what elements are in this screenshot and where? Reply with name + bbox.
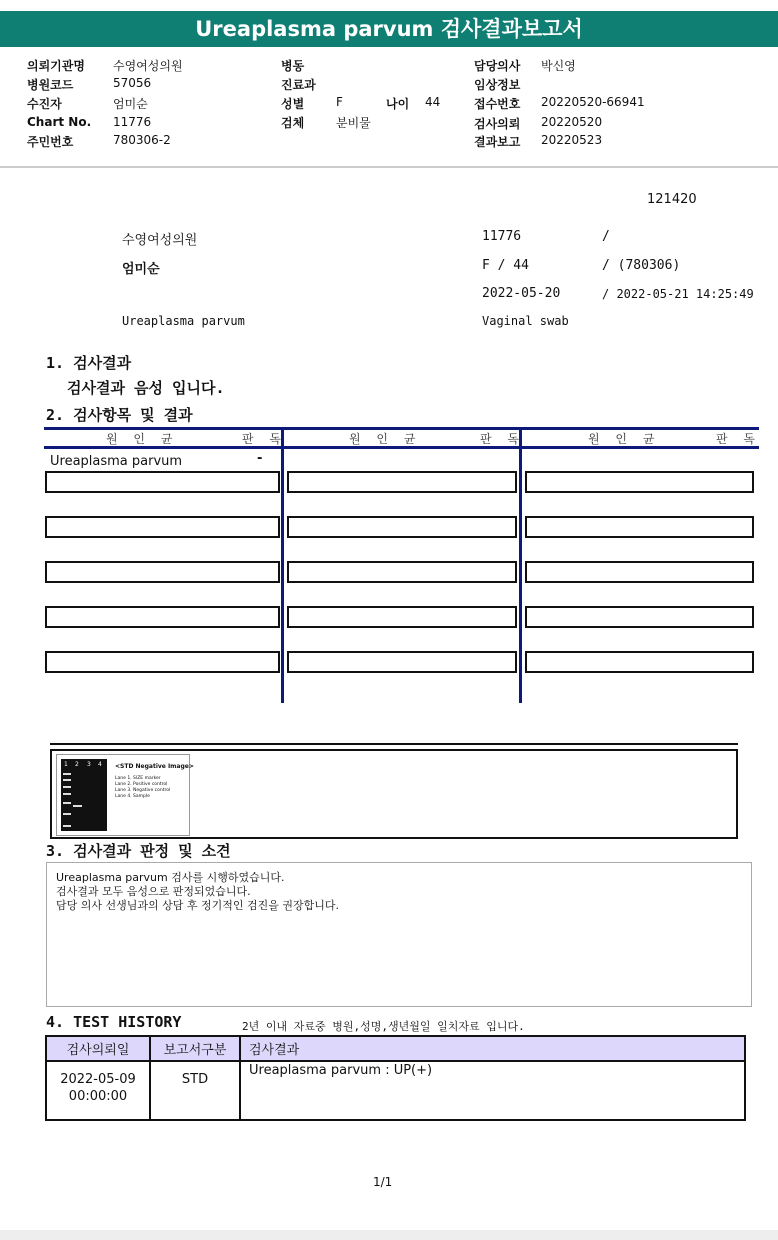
opinion-box bbox=[46, 862, 752, 1007]
label-department: 진료과 bbox=[281, 78, 316, 92]
history-note: 2년 이내 자료중 병원,성명,생년월일 일치자료 입니다. bbox=[242, 1020, 525, 1033]
result-box bbox=[525, 471, 754, 493]
page-number: 1/1 bbox=[373, 1175, 393, 1189]
marker-band bbox=[63, 793, 71, 795]
section4-heading: 4. TEST HISTORY bbox=[46, 1013, 182, 1031]
history-cell-result: Ureaplasma parvum : UP(+) bbox=[240, 1061, 745, 1120]
summary-patient: 엄미순 bbox=[122, 262, 160, 277]
summary-received: 2022-05-20 bbox=[482, 286, 561, 301]
summary-reported: / 2022-05-21 14:25:49 bbox=[602, 287, 754, 301]
value-receipt-no: 20220520-66941 bbox=[541, 95, 645, 109]
section1-heading: 1. 검사결과 bbox=[46, 354, 132, 372]
col-judgement-2: 판 독 bbox=[480, 432, 525, 446]
summary-chart-no: 11776 bbox=[482, 229, 522, 244]
col-organism-3: 원 인 균 bbox=[588, 432, 661, 446]
gel-legend-line: Lane 2. Positive control bbox=[115, 782, 168, 787]
label-clinical-info: 임상정보 bbox=[474, 78, 521, 92]
col-organism-1: 원 인 균 bbox=[106, 432, 179, 446]
gel-legend-line: Lane 1. SIZE marker bbox=[115, 776, 161, 781]
gel-lanes-image bbox=[61, 759, 107, 831]
result-box bbox=[287, 561, 517, 583]
gel-legend-line: Lane 3. Negative control bbox=[115, 788, 171, 793]
marker-band bbox=[63, 825, 71, 827]
history-header-row bbox=[46, 1036, 745, 1061]
result-judgement-value: - bbox=[257, 451, 263, 466]
label-ward: 병동 bbox=[281, 59, 305, 73]
result-box bbox=[287, 606, 517, 628]
history-cell-type: STD bbox=[150, 1061, 240, 1120]
label-specimen: 검체 bbox=[281, 116, 305, 130]
gel-lane-number: 1 bbox=[64, 761, 68, 768]
gel-lane-number: 3 bbox=[87, 761, 91, 768]
label-report-date: 결과보고 bbox=[474, 135, 521, 149]
summary-test: Ureaplasma parvum bbox=[122, 314, 245, 328]
gel-title: <STD Negative Image> bbox=[115, 763, 194, 770]
summary-slash: / bbox=[602, 229, 610, 244]
gel-lane-number: 2 bbox=[75, 761, 79, 768]
label-request-date: 검사의뢰 bbox=[474, 117, 521, 131]
result-box bbox=[525, 651, 754, 673]
result-box bbox=[287, 471, 517, 493]
history-time: 00:00:00 bbox=[68, 1089, 128, 1104]
section3-heading: 3. 검사결과 판정 및 소견 bbox=[46, 842, 231, 860]
label-chart-no: Chart No. bbox=[27, 115, 92, 129]
gel-electrophoresis-image bbox=[56, 754, 194, 836]
value-resident-no: 780306-2 bbox=[113, 133, 171, 147]
gel-legend-line: Lane 4. Sample bbox=[115, 794, 150, 799]
summary-specimen: Vaginal swab bbox=[482, 314, 569, 328]
history-col-date: 검사의뢰일 bbox=[46, 1036, 150, 1061]
value-sex: F bbox=[336, 95, 343, 109]
results-grid-divider-2 bbox=[519, 427, 522, 703]
opinion-line: 담당 의사 선생님과의 상담 후 정기적인 검진을 권장합니다. bbox=[56, 899, 339, 912]
marker-band bbox=[63, 786, 71, 788]
result-box bbox=[45, 651, 280, 673]
table-row bbox=[46, 1061, 745, 1120]
result-box bbox=[45, 606, 280, 628]
value-request-date: 20220520 bbox=[541, 115, 603, 129]
result-organism-name: Ureaplasma parvum bbox=[50, 454, 183, 469]
result-box bbox=[45, 561, 280, 583]
label-resident-no: 주민번호 bbox=[27, 135, 74, 149]
value-hospital-code: 57056 bbox=[113, 76, 152, 90]
value-report-date: 20220523 bbox=[541, 133, 603, 147]
value-age: 44 bbox=[425, 95, 441, 109]
image-top-rule bbox=[50, 743, 738, 745]
label-institution: 의뢰기관명 bbox=[27, 59, 85, 73]
history-table bbox=[45, 1035, 746, 1121]
summary-birth: / (780306) bbox=[602, 258, 681, 273]
page-bottom-band bbox=[0, 1230, 778, 1240]
summary-sex-age: F / 44 bbox=[482, 258, 529, 273]
label-receipt-no: 접수번호 bbox=[474, 97, 521, 111]
value-institution: 수영여성의원 bbox=[113, 59, 183, 73]
marker-band bbox=[63, 813, 71, 815]
label-doctor: 담당의사 bbox=[474, 59, 521, 73]
label-sex: 성별 bbox=[281, 97, 305, 111]
report-header bbox=[0, 52, 778, 158]
marker-band bbox=[63, 802, 71, 804]
result-box bbox=[525, 606, 754, 628]
opinion-line: 검사결과 모두 음성으로 판정되었습니다. bbox=[56, 885, 251, 898]
history-col-type: 보고서구분 bbox=[150, 1036, 240, 1061]
history-date: 2022-05-09 bbox=[60, 1072, 136, 1087]
report-title: Ureaplasma parvum 검사결과보고서 bbox=[0, 11, 778, 47]
result-box bbox=[525, 516, 754, 538]
col-judgement-1: 판 독 bbox=[242, 432, 287, 446]
value-patient: 엄미순 bbox=[113, 97, 148, 111]
summary-clinic: 수영여성의원 bbox=[122, 233, 198, 248]
result-box bbox=[45, 516, 280, 538]
col-organism-2: 원 인 균 bbox=[349, 432, 422, 446]
col-judgement-3: 판 독 bbox=[716, 432, 761, 446]
label-age: 나이 bbox=[386, 97, 410, 111]
label-hospital-code: 병원코드 bbox=[27, 78, 74, 92]
gel-lane-number: 4 bbox=[98, 761, 102, 768]
summary-code: 121420 bbox=[647, 192, 697, 207]
history-cell-date bbox=[46, 1061, 150, 1120]
label-patient: 수진자 bbox=[27, 97, 62, 111]
section2-heading: 2. 검사항목 및 결과 bbox=[46, 406, 193, 424]
history-col-result: 검사결과 bbox=[240, 1036, 745, 1061]
section1-result: 검사결과 음성 입니다. bbox=[67, 379, 225, 397]
marker-band bbox=[63, 779, 71, 781]
result-box bbox=[287, 651, 517, 673]
opinion-line: Ureaplasma parvum 검사를 시행하였습니다. bbox=[56, 871, 285, 884]
positive-control-band bbox=[73, 805, 82, 807]
header-divider bbox=[0, 166, 778, 168]
result-box bbox=[45, 471, 280, 493]
value-specimen: 분비물 bbox=[336, 116, 371, 130]
result-box bbox=[287, 516, 517, 538]
value-chart-no: 11776 bbox=[113, 115, 152, 129]
results-grid-divider-1 bbox=[281, 427, 284, 703]
marker-band bbox=[63, 773, 71, 775]
result-box bbox=[525, 561, 754, 583]
value-doctor: 박신영 bbox=[541, 59, 576, 73]
